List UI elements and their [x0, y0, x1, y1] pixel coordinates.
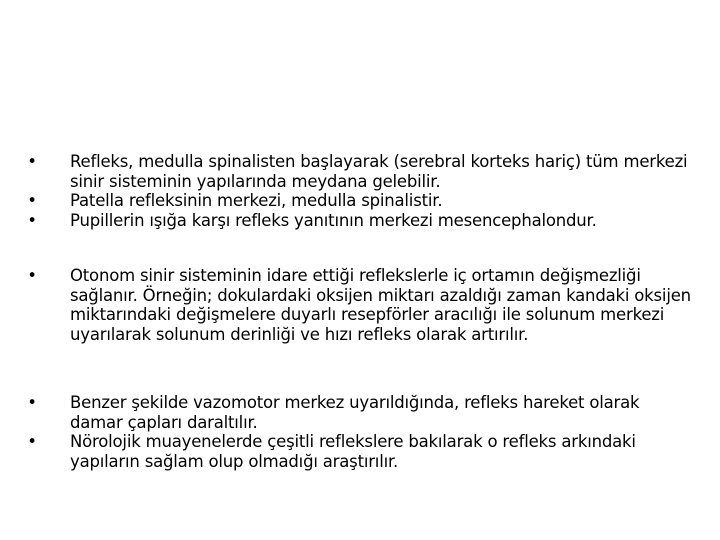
bullet-group-3: [26, 393, 696, 471]
bullet-icon: •: [27, 393, 37, 412]
bullet-item: [26, 152, 696, 191]
bullet-item: [26, 191, 696, 211]
bullet-group-2: [26, 266, 696, 344]
bullet-item: [26, 432, 696, 471]
bullet-icon: •: [27, 210, 37, 230]
bullet-text: Refleks, medulla spinalisten başlayarak (serebral korteks hariç) tüm merkezi sinir sisteminin yapılarında meydana gelebilir.: [70, 152, 688, 191]
bullet-item: [26, 266, 696, 344]
bullet-icon: •: [27, 191, 37, 210]
bullet-text: Patella refleksinin merkezi, medulla spinalistir.: [70, 191, 443, 210]
bullet-group-1: [26, 152, 696, 230]
bullet-text: Nörolojik muayenelerde çeşitli reflekslere bakılarak o refleks arkındaki yapıların sağlam olup olmadığı araştırılır.: [70, 432, 636, 471]
bullet-icon: •: [27, 432, 37, 451]
bullet-item: [26, 211, 696, 231]
bullet-item: [26, 393, 696, 432]
bullet-text: Pupillerin ışığa karşı refleks yanıtının merkezi mesencephalondur.: [70, 210, 597, 230]
bullet-text: Otonom sinir sisteminin idare ettiği reflekslerle iç ortamın değişmezliği sağlanır. Örneğin; dokulardaki oksijen miktarı azaldığı zaman kandaki oksijen miktarındaki değişmelere duyarlı resepförler aracılığı ile solunum merkezi uyarılarak solunum derinliği ve hızı refleks olarak artırılır.: [70, 266, 691, 344]
bullet-icon: •: [27, 152, 37, 171]
bullet-icon: •: [27, 266, 37, 285]
bullet-text: Benzer şekilde vazomotor merkez uyarıldığında, refleks hareket olarak damar çapları daraltılır.: [70, 393, 640, 432]
